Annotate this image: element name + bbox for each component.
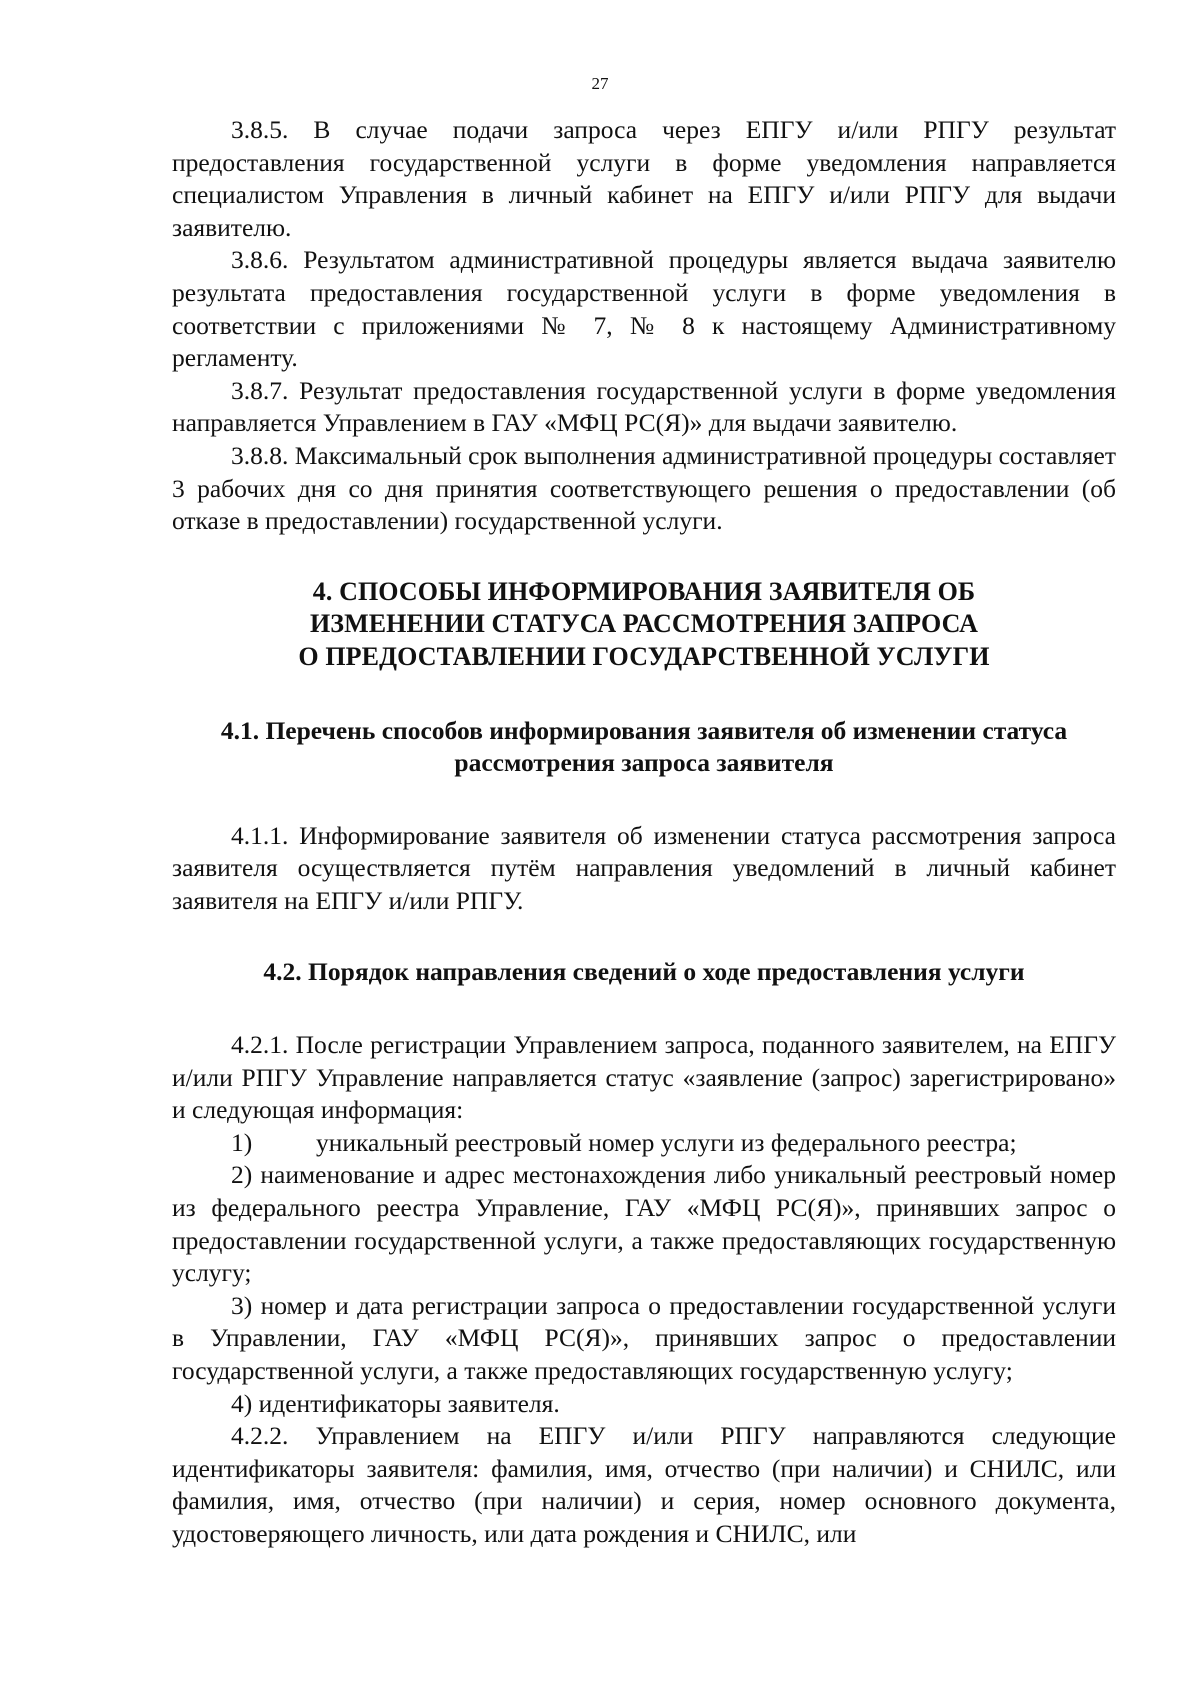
paragraph-3-8-6: 3.8.6. Результатом административной процедуры является выдача заявителю результата предоставления государственной услуги в форме уведомления в соответствии с приложениями № 7, № 8 к настоящему Административному регламенту. [172,245,1116,373]
paragraph-3-8-5: 3.8.5. В случае подачи запроса через ЕПГУ и/или РПГУ результат предоставления государственной услуги в форме уведомления направляется специалистом Управления в личный кабинет на ЕПГУ и/или РПГУ для выдачи заявителю. [172,115,1116,242]
list-item-2: 2) наименование и адрес местонахождения либо уникальный реестровый номер из федерального реестра Управление, ГАУ «МФЦ РС(Я)», принявших запрос о предоставлении государственной услуги, а также предоставляющих государственную услугу; [172,1160,1116,1288]
section-4-2-title: 4.2. Порядок направления сведений о ходе предоставления услуги [263,957,1025,987]
list-item-1-text: уникальный реестровый номер услуги из федерального реестра; [316,1127,1017,1157]
document-body [172,114,1116,1551]
paragraph-3-8-7: 3.8.7. Результат предоставления государственной услуги в форме уведомления направляется Управлением в ГАУ «МФЦ РС(Я)» для выдачи заявителю. [172,375,1116,438]
spacer [172,989,1116,1029]
chapter-title-line-1: 4. СПОСОБЫ ИНФОРМИРОВАНИЯ ЗАЯВИТЕЛЯ ОБ [312,576,976,606]
section-4-1-title-line-2: рассмотрения запроса заявителя [454,748,834,778]
page-number: 27 [591,74,609,93]
paragraph-4-2-1: 4.2.1. После регистрации Управлением запроса, поданного заявителем, на ЕПГУ и/или РПГУ Управление направляется статус «заявление (запрос) зарегистрировано» и следующая информация: [172,1030,1116,1125]
spacer [172,674,1116,715]
paragraph-3-8-8: 3.8.8. Максимальный срок выполнения административной процедуры составляет 3 рабочих дня со дня принятия соответствующего решения о предоставлении (об отказе в предоставлении) государственной услуги. [172,440,1116,536]
list-item-3: 3) номер и дата регистрации запроса о предоставлении государственной услуги в Управлении, ГАУ «МФЦ РС(Я)», принявших запрос о предоставлении государственной услуги, а также предоставляющих государственную услугу; [172,1290,1116,1385]
chapter-title-line-3: О ПРЕДОСТАВЛЕНИИ ГОСУДАРСТВЕННОЙ УСЛУГИ [298,641,990,671]
spacer [172,917,1116,956]
section-4-1-title-line-1: 4.1. Перечень способов информирования заявителя об изменении статуса [220,715,1068,745]
paragraph-4-1-1: 4.1.1. Информирование заявителя об изменении статуса рассмотрения запроса заявителя осуществляется путём направления уведомлений в личный кабинет заявителя на ЕПГУ и/или РПГУ. [172,820,1116,915]
section-4-1-title [172,715,1116,780]
spacer [172,780,1116,820]
list-item-1 [172,1127,1116,1160]
chapter-title-line-2: ИЗМЕНЕНИИ СТАТУСА РАССМОТРЕНИЯ ЗАПРОСА [309,609,979,639]
list-item-1-number: 1) [231,1127,253,1157]
list-item-4: 4) идентификаторы заявителя. [231,1388,560,1418]
paragraph-4-2-2: 4.2.2. Управлением на ЕПГУ и/или РПГУ направляются следующие идентификаторы заявителя: фамилия, имя, отчество (при наличии) и СНИЛС, или фамилия, имя, отчество (при наличии) и серия, номер основного документа, удостоверяющего личность, или дата рождения и СНИЛС, или [172,1421,1116,1548]
chapter-4-title [172,576,1116,674]
